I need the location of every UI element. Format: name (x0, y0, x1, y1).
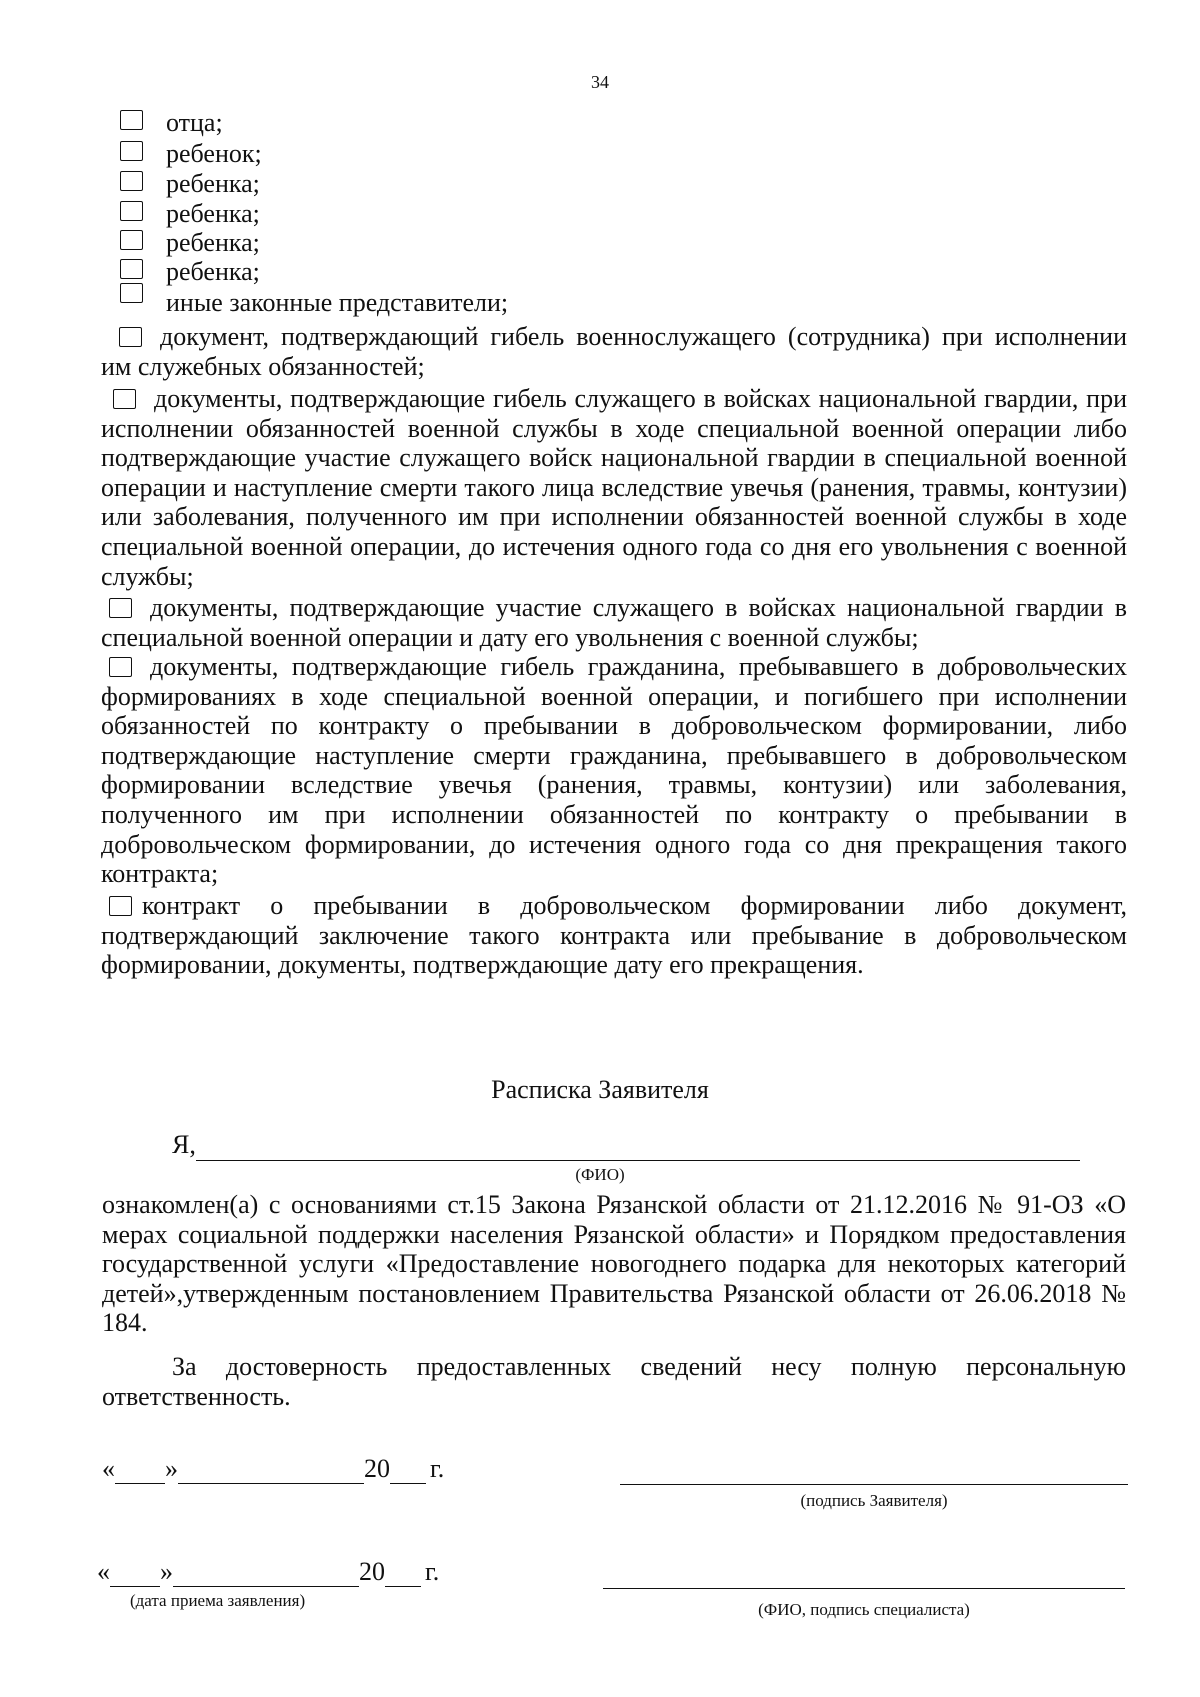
date-year-prefix: 20 (364, 1454, 390, 1483)
receipt-year-field[interactable] (385, 1564, 421, 1587)
receipt-date (97, 1557, 439, 1587)
option-label-child-5: ребенка; (166, 257, 260, 286)
fio-input-line[interactable] (196, 1160, 1080, 1161)
option-label-child-3: ребенка; (166, 199, 260, 228)
applicant-year-field[interactable] (390, 1461, 426, 1484)
date-year-prefix: 20 (359, 1557, 385, 1586)
doc-item-national-guard-participation (101, 593, 1127, 652)
doc-item-text: документы, подтверждающие участие служащего в войсках национальной гвардии в специальной военной операции и дату его увольнения с военной службы; (101, 593, 1127, 652)
checkbox-doc-national-guard-death[interactable] (113, 389, 136, 409)
date-year-suffix: г. (430, 1454, 445, 1483)
checkbox-option-other-representatives[interactable] (120, 283, 143, 303)
checkbox-option-child-3[interactable] (120, 201, 143, 221)
doc-item-text: документы, подтверждающие гибель гражданина, пребывавшего в добровольческих формированиях в ходе специальной военной операции, и погибшего при исполнении обязанностей по контракту о пребывании в добровольческом формировании, либо подтверждающие наступление смерти гражданина, пребывавшего в добровольческом формировании вследствие увечья (ранения, травмы, контузии) или заболевания, полученного им при исполнении обязанностей по контракту о пребывании в добровольческом формировании, до истечения одного года со дня прекращения такого контракта; (101, 652, 1127, 889)
page-number: 34 (591, 72, 609, 92)
doc-item-text: документ, подтверждающий гибель военнослужащего (сотрудника) при исполнении им служебных обязанностей; (101, 322, 1127, 381)
checkbox-doc-serviceman-death[interactable] (119, 327, 142, 347)
applicant-day-field[interactable] (115, 1461, 165, 1484)
doc-item-text: документы, подтверждающие гибель служащего в войсках национальной гвардии, при исполнении обязанностей военной службы в ходе специальной военной операции либо подтверждающие участие служащего войск национальной гвардии в специальной военной операции и наступление смерти такого лица вследствие увечья (ранения, травмы, контузии) или заболевания, полученного им при исполнении обязанностей военной службы в ходе специальной военной операции, до истечения одного года со дня его увольнения с военной службы; (101, 384, 1127, 591)
checkbox-option-child-5[interactable] (120, 259, 143, 279)
date-close-quote: » (165, 1454, 178, 1483)
acknowledgment-text: ознакомлен(а) с основаниями ст.15 Закона Рязанской области от 21.12.2016 № 91-ОЗ «О мерах социальной поддержки населения Рязанской области» и Порядком предоставления государственной услуги «Предоставление новогоднего подарка для некоторых категорий детей»,утвержденным постановлением Правительства Рязанской области от 26.06.2018 № 184. (102, 1190, 1126, 1338)
doc-item-volunteer-contract (101, 891, 1127, 980)
receipt-month-field[interactable] (173, 1564, 359, 1587)
specialist-signature-caption: (ФИО, подпись специалиста) (758, 1600, 970, 1619)
fio-caption: (ФИО) (575, 1165, 625, 1184)
doc-item-text: контракт о пребывании в добровольческом формировании либо документ, подтверждающий заключение такого контракта или пребывание в добровольческом формировании, документы, подтверждающие дату его прекращения. (101, 891, 1127, 980)
checkbox-option-child-1[interactable] (120, 141, 143, 161)
date-open-quote: « (97, 1557, 110, 1586)
checkbox-doc-volunteer-death[interactable] (109, 657, 132, 677)
date-year-suffix: г. (425, 1557, 440, 1586)
applicant-signature-line[interactable] (620, 1484, 1128, 1485)
checkbox-doc-volunteer-contract[interactable] (109, 896, 132, 916)
option-label-child-4: ребенка; (166, 228, 260, 257)
receipt-title: Расписка Заявителя (491, 1075, 709, 1104)
specialist-signature-line[interactable] (603, 1588, 1125, 1589)
checkbox-doc-national-guard-participation[interactable] (109, 598, 132, 618)
option-label-child-2: ребенка; (166, 169, 260, 198)
option-label-father: отца; (166, 108, 223, 137)
applicant-signature-caption: (подпись Заявителя) (800, 1491, 948, 1510)
receipt-date-caption: (дата приема заявления) (130, 1591, 306, 1610)
option-label-child-1: ребенок; (166, 139, 262, 168)
doc-item-serviceman-death (101, 322, 1127, 381)
checkbox-option-child-2[interactable] (120, 171, 143, 191)
applicant-date (102, 1454, 444, 1484)
receipt-day-field[interactable] (110, 1564, 160, 1587)
applicant-month-field[interactable] (178, 1461, 364, 1484)
checkbox-option-child-4[interactable] (120, 230, 143, 250)
date-close-quote: » (160, 1557, 173, 1586)
date-open-quote: « (102, 1454, 115, 1483)
fio-prefix: Я, (172, 1130, 196, 1159)
doc-item-national-guard-death (101, 384, 1127, 591)
doc-item-volunteer-death (101, 652, 1127, 889)
checkbox-option-father[interactable] (120, 110, 143, 130)
option-label-other-representatives: иные законные представители; (166, 288, 509, 317)
responsibility-text: За достоверность предоставленных сведений несу полную персональную ответственность. (102, 1352, 1126, 1411)
